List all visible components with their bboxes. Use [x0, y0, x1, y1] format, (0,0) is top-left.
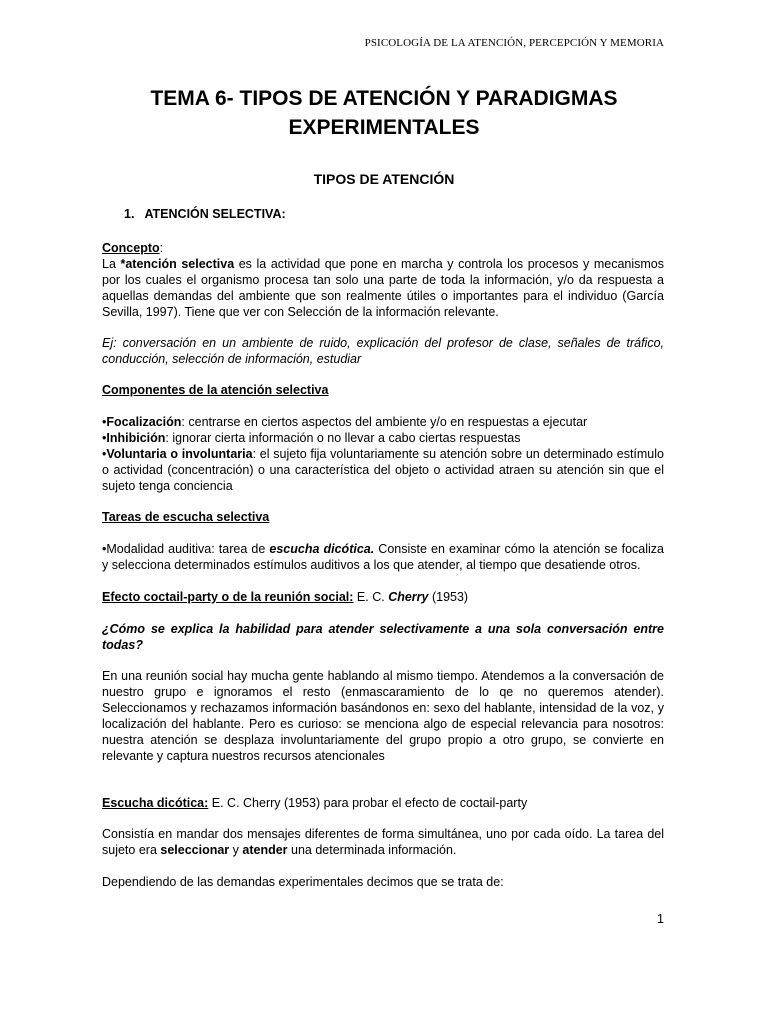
tareas-paragraph — [102, 541, 664, 573]
component-term: Focalización — [106, 415, 182, 429]
bullet: • — [102, 431, 107, 445]
efecto-heading — [102, 589, 664, 605]
concepto-text-pre: La — [102, 257, 121, 271]
dependiendo-paragraph: Dependiendo de las demandas experimentales decimos que se trata de: — [102, 875, 504, 889]
chapter-title — [80, 84, 688, 142]
tareas-heading-text: Tareas de escucha selectiva — [102, 510, 270, 524]
escucha-heading-text: Escucha dicótica: — [102, 796, 209, 810]
consistia-paragraph — [102, 826, 664, 858]
bullet: • — [102, 415, 107, 429]
concepto-label: Concepto — [102, 241, 160, 255]
question-paragraph: ¿Cómo se explica la habilidad para atender selectivamente a una sola conversación entre todas? — [102, 622, 664, 652]
efecto-author-pre: E. C. — [353, 590, 389, 604]
bullet: • — [102, 447, 107, 461]
section-title: TIPOS DE ATENCIÓN — [313, 171, 455, 187]
concepto-label-line — [102, 240, 664, 256]
escucha-text: E. C. Cherry (1953) para probar el efecto de coctail-party — [208, 796, 528, 810]
escucha-heading — [102, 795, 664, 811]
concepto-term: *atención selectiva — [120, 257, 235, 271]
component-text: : centrarse en ciertos aspectos del ambiente y/o en respuestas a ejecutar — [181, 415, 588, 429]
component-item — [102, 446, 664, 494]
efecto-heading-text: Efecto coctail-party o de la reunión social: — [102, 590, 354, 604]
consistia-bold-1: seleccionar — [160, 843, 230, 857]
consistia-bold-2: atender — [242, 843, 288, 857]
componentes-list — [102, 414, 664, 494]
consistia-mid: y — [229, 843, 243, 857]
page-number: 1 — [657, 912, 664, 926]
chapter-title-line-2: EXPERIMENTALES — [288, 116, 480, 139]
heading-number: 1. — [124, 207, 135, 221]
example-paragraph: Ej: conversación en un ambiente de ruido, explicación del profesor de clase, señales de tráfico, conducción, selección de información, estudiar — [102, 336, 664, 366]
component-item — [102, 430, 664, 446]
component-term: Voluntaria o involuntaria — [106, 447, 253, 461]
componentes-heading-text: Componentes de la atención selectiva — [102, 383, 329, 397]
concepto-colon: : — [159, 241, 164, 255]
componentes-heading — [102, 382, 664, 398]
concepto-text: es la actividad que pone en marcha y controla los procesos y mecanismos por los cuales el organismo procesa tan solo una parte de toda la información, y/o da respuesta a aquellas demandas del ambiente que son realmente útiles o importantes para el individuo (García Sevilla, 1997). Tiene que ver con Selección de la información relevante. — [102, 257, 664, 319]
consistia-pre: Consistía en mandar dos mensajes diferentes de forma simultánea, uno por cada oído. La tarea del sujeto era — [102, 827, 664, 857]
component-item — [102, 414, 664, 430]
tareas-term: escucha dicótica. — [269, 542, 375, 556]
tareas-text: Consiste en examinar cómo la atención se focaliza y selecciona determinados estímulos auditivos a los que atender, al tiempo que desatiende otros. — [102, 542, 664, 572]
component-text: : el sujeto fija voluntariamente su atención sobre un determinado estímulo o actividad (concentración) o una característica del objeto o actividad atraen su atención sin que el sujeto tenga conciencia — [102, 447, 664, 493]
heading-text: ATENCIÓN SELECTIVA: — [144, 207, 286, 221]
consistia-post: una determinada información. — [287, 843, 457, 857]
component-text: : ignorar cierta información o no llevar a cabo ciertas respuestas — [165, 431, 521, 445]
concepto-paragraph — [102, 256, 664, 320]
running-header: PSICOLOGÍA DE LA ATENCIÓN, PERCEPCIÓN Y MEMORIA — [364, 37, 664, 49]
reunion-paragraph: En una reunión social hay mucha gente hablando al mismo tiempo. Atendemos a la conversación de nuestro grupo e ignoramos el resto (enmascaramiento de lo qe no queremos atender). Seleccionamos y rechazamos información basándonos en: sexo del hablante, intensidad de la voz, y localización del hablante. Pero es curioso: se menciona algo de especial relevancia para nosotros: nuestra atención se desplaza involuntariamente del grupo propio a otro grupo, se convierte en relevante y captura nuestros recursos atencionales — [102, 669, 664, 763]
tareas-heading — [102, 509, 664, 525]
tareas-text-pre: •Modalidad auditiva: tarea de — [102, 542, 270, 556]
efecto-year: (1953) — [428, 590, 469, 604]
component-term: Inhibición — [106, 431, 166, 445]
chapter-title-line-1: TEMA 6- TIPOS DE ATENCIÓN Y PARADIGMAS — [150, 87, 618, 110]
numbered-heading — [124, 207, 286, 221]
concepto-block — [102, 240, 664, 320]
efecto-author: Cherry — [388, 590, 429, 604]
